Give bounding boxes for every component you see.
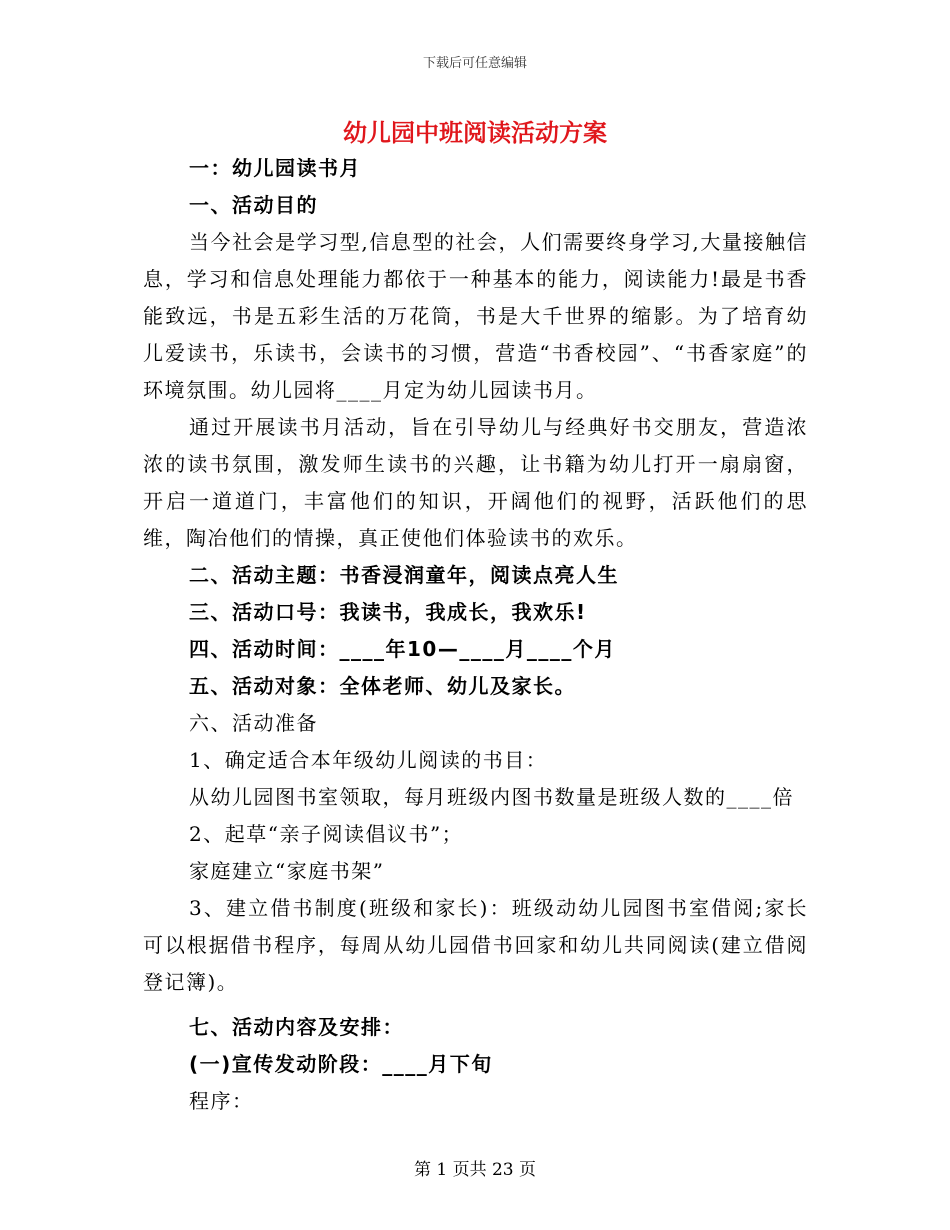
preparation-item-1: 1、确定适合本年级幼儿阅读的书目： (189, 748, 548, 772)
phase-1-heading: (一)宣传发动阶段：____月下旬 (189, 1052, 493, 1076)
preparation-item-3: 3、建立借书制度(班级和家长)：班级动幼儿园图书室借阅;家长可以根据借书程序，每周从幼儿园借书回家和幼儿共同阅读(建立借阅登记簿)。 (143, 896, 808, 994)
page-header: 下载后可任意编辑 (422, 56, 527, 71)
preparation-item-2-detail: 家庭建立“家庭书架” (189, 859, 385, 883)
section-heading-preparation: 六、活动准备 (189, 711, 318, 735)
section-heading-goal: 一、活动目的 (189, 193, 318, 217)
preparation-item-1-detail: 从幼儿园图书室领取，每月班级内图书数量是班级人数的____倍 (189, 785, 794, 809)
document-title: 幼儿园中班阅读活动方案 (343, 119, 607, 147)
activity-slogan: 三、活动口号：我读书，我成长，我欢乐! (189, 600, 587, 624)
document-body (143, 150, 808, 1120)
section-heading-content: 七、活动内容及安排： (189, 1015, 404, 1039)
activity-theme: 二、活动主题：书香浸润童年，阅读点亮人生 (189, 563, 619, 587)
preparation-item-2: 2、起草“亲子阅读倡议书”； (189, 822, 464, 846)
spacer (143, 1001, 808, 1009)
goal-paragraph-1: 当今社会是学习型,信息型的社会，人们需要终身学习,大量接触信息，学习和信息处理能力都依于一种基本的能力，阅读能力!最是书香能致远，书是五彩生活的万花筒，书是大千世界的缩影。为了培育幼儿爱读书，乐读书，会读书的习惯，营造“书香校园”、“书香家庭”的环境氛围。幼儿园将____月定为幼儿园读书月。 (143, 230, 808, 402)
procedure-label: 程序： (189, 1089, 254, 1113)
section-heading-reading-month: 一：幼儿园读书月 (189, 156, 361, 180)
activity-time: 四、活动时间：____年10—____月____个月 (189, 637, 616, 661)
goal-paragraph-2: 通过开展读书月活动，旨在引导幼儿与经典好书交朋友，营造浓浓的读书氛围，激发师生读书的兴趣，让书籍为幼儿打开一扇扇窗，开启一道道门，丰富他们的知识，开阔他们的视野，活跃他们的思维，陶冶他们的情操，真正使他们体验读书的欢乐。 (143, 415, 808, 550)
page-footer: 第 1 页共 23 页 (413, 1160, 537, 1180)
activity-target: 五、活动对象：全体老师、幼儿及家长。 (189, 674, 576, 698)
